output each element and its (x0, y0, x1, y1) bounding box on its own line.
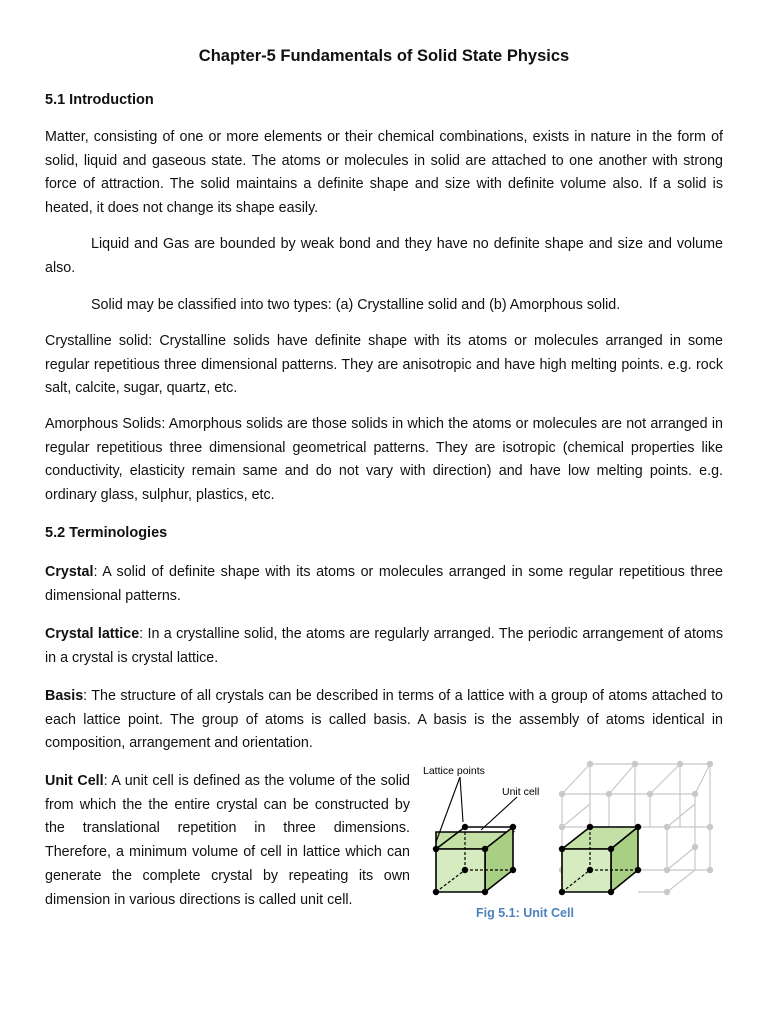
classification-paragraph: Solid may be classified into two types: (a) Crystalline solid and (b) Amorphous solid. (91, 297, 621, 313)
unit-cell-definition (45, 770, 410, 912)
unit-cell-term: Unit Cell (45, 773, 104, 789)
unit-cell-text: : A unit cell is defined as the volume of the solid from which the the entire crystal can be constructed by the translational repetition in three dimensions. Therefore, a minimum volume of cell in lattice which can generate the complete crystal by repeating its own dimension in various directions is called unit cell. (45, 773, 411, 908)
lattice-point (482, 889, 488, 895)
crystal-text: : A solid of definite shape with its atoms or molecules arranged in some regular repetitious three dimensional patterns. (45, 564, 723, 604)
figure-caption: Fig 5.1: Unit Cell (476, 906, 574, 920)
single-unit-cell (423, 765, 539, 895)
crystal-lattice-definition (45, 623, 723, 670)
lattice-point (482, 846, 488, 852)
lattice-point (462, 824, 468, 830)
unit-cell-label: Unit cell (502, 786, 540, 798)
lattice-points-label: Lattice points (423, 765, 485, 777)
crystal-term: Crystal (45, 564, 94, 580)
crystal-definition (45, 561, 723, 608)
crystal-lattice-term: Crystal lattice (45, 626, 140, 642)
intro-paragraph: Matter, consisting of one or more elements or their chemical combinations, exists in nature in the form of solid, liquid and gaseous state. The atoms or molecules in solid are attached to one another with strong force of attraction. The solid maintains a definite shape and size with definite volume also. If a solid is heated, it does not change its shape easily. (45, 129, 723, 217)
section-heading-introduction: 5.1 Introduction (45, 92, 154, 108)
highlighted-unit-cell (559, 824, 641, 895)
basis-text: : The structure of all crystals can be described in terms of a lattice with a group of atoms attached to each lattice point. The group of atoms is called basis. A basis is the assembly of atoms identical in composition, arrangement and orientation. (45, 688, 723, 752)
basis-definition (45, 685, 723, 756)
crystalline-paragraph: Crystalline solid: Crystalline solids have definite shape with its atoms or molecules arranged in some regular repetitious three dimensional patterns. They are anisotropic and have high melting points. e.g. rock salt, calcite, sugar, quartz, etc. (45, 333, 723, 397)
basis-term: Basis (45, 688, 84, 704)
lattice-point (433, 846, 439, 852)
lattice-point (510, 824, 516, 830)
lattice-point (433, 889, 439, 895)
liquid-gas-paragraph: Liquid and Gas are bounded by weak bond and they have no definite shape and size and volume also. (45, 236, 723, 276)
lattice-point (462, 867, 468, 873)
chapter-title: Chapter-5 Fundamentals of Solid State Physics (198, 47, 570, 65)
amorphous-paragraph: Amorphous Solids: Amorphous solids are those solids in which the atoms or molecules are not arranged in regular repetitious three dimensional geometrical patterns. They are isotropic (chemical properties like conductivity, elasticity remain same and do not vary with direction) and have low melting points. e.g. ordinary glass, sulphur, plastics, etc. (45, 416, 723, 504)
crystal-lattice-text: : In a crystalline solid, the atoms are regularly arranged. The periodic arrangement of atoms in a crystal is crystal lattice. (45, 626, 723, 666)
lattice-point (510, 867, 516, 873)
section-heading-terminologies: 5.2 Terminologies (45, 525, 168, 541)
